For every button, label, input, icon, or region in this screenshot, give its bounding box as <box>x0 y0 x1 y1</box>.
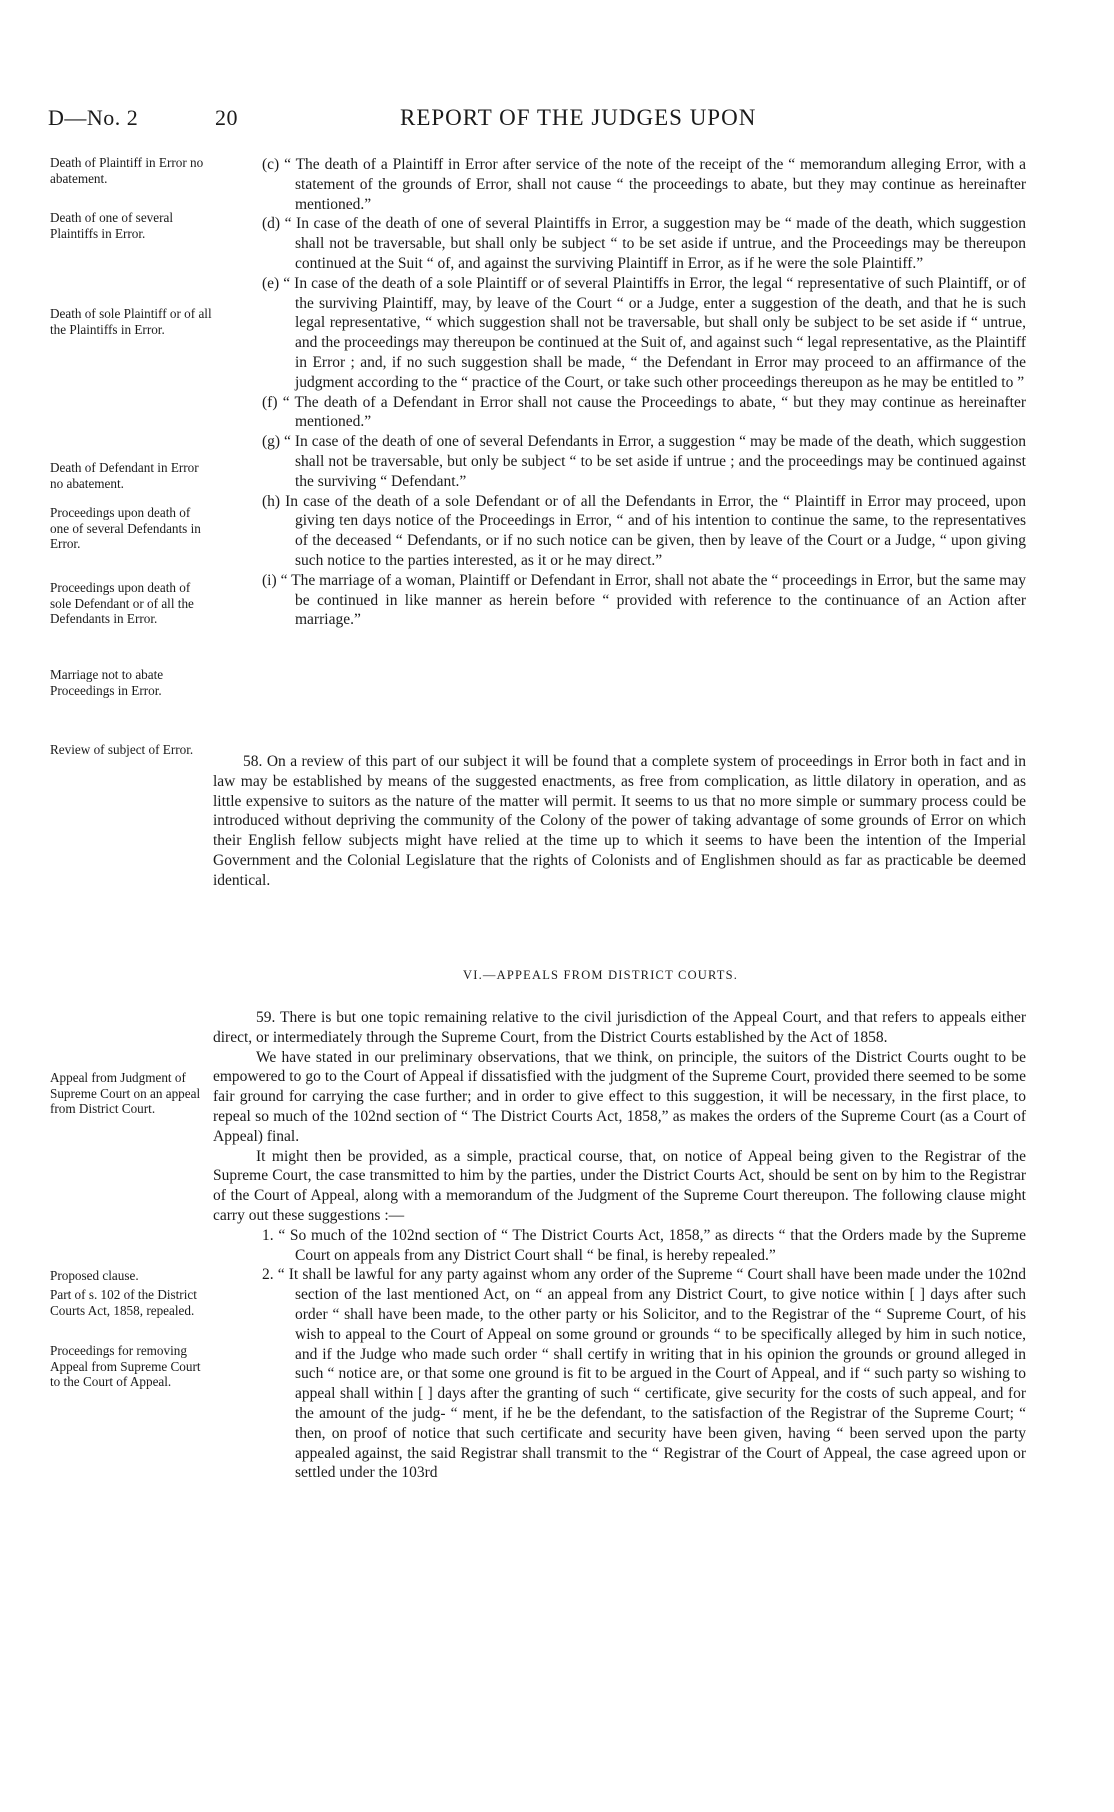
document-reference: D—No. 2 <box>48 105 139 130</box>
main-text-lower <box>213 1008 1026 1483</box>
paragraph-59c: It might then be provided, as a simple, practical course, that, on notice of Appeal being given to the Registrar of the Supreme Court, the case transmitted to him by the parties, under the District Courts Act, should be sent on by him to the Registrar of the Court of Appeal, along with a memorandum of the Judgment of the Supreme Court thereupon. The following clause might carry out these suggestions :— <box>213 1147 1026 1224</box>
paragraph-59: 59. There is but one topic remaining relative to the civil jurisdiction of the Appeal Court, and that refers to appeals either direct, or intermediately through the Supreme Court, from the District Courts established by the Act of 1858. <box>213 1009 1026 1046</box>
main-text-upper <box>213 155 1026 630</box>
paragraph-e: (e) “ In case of the death of a sole Plaintiff or of several Plaintiffs in Error, the legal “ representative of such Plaintiff, or of the surviving Plaintiff, may, by leave of the Court “ or a Judge, enter a suggestion of the death, and that he is such legal representative, “ which suggestion shall not be traversable, but shall only be subject to be set aside if “ untrue, and the proceedings may thereupon be continued at the Suit of, and against such “ legal representative, as the Plaintiff in Error ; and, if no such suggestion shall be made, “ the Defendant in Error may proceed to an affirmance of the judgment according to the “ practice of the Court, or take such other proceedings thereupon as he may be entitled to ” <box>262 274 1026 391</box>
margin-note: Death of one of several Plaintiffs in Error. <box>50 210 174 241</box>
margin-note: Death of sole Plaintiff or of all the Plaintiffs in Error. <box>50 306 212 337</box>
margin-note: Proceedings for removing Appeal from Supreme Court to the Court of Appeal. <box>50 1343 201 1389</box>
margin-note: Proceedings upon death of one of several Defendants in Error. <box>50 505 201 551</box>
margin-note: Marriage not to abate Proceedings in Error. <box>50 667 164 698</box>
margin-note: Appeal from Judgment of Supreme Court on an appeal from District Court. <box>50 1070 201 1116</box>
margin-note: Death of Defendant in Error no abatement. <box>50 460 199 491</box>
paragraph-h: (h) In case of the death of a sole Defendant or of all the Defendants in Error, the “ Plaintiff in Error may proceed, upon giving ten days notice of the Proceedings in Error, “ and of his intention to continue the same, to the representatives of the deceased “ Defendants, or if no such notice can be given, then by leave of the Court or a Judge, “ upon giving such notice to the parties interested, as it or he may direct.” <box>262 492 1026 569</box>
paragraph-g: (g) “ In case of the death of one of several Defendants in Error, a suggestion “ may be made of the death, which suggestion shall not be traversable, but only be subject “ to be set aside if untrue ; and the proceedings may be continued against the surviving “ Defendant.” <box>262 433 1026 490</box>
page-number: 20 <box>215 105 238 130</box>
margin-note: Proposed clause. <box>50 1268 139 1283</box>
margin-note: Proceedings upon death of sole Defendant or of all the Defendants in Error. <box>50 580 194 626</box>
clause-1: 1. “ So much of the 102nd section of “ The District Courts Act, 1858,” as directs “ that the Orders made by the Supreme Court on appeals from any District Court shall “ be final, is hereby repealed.” <box>262 1226 1026 1264</box>
margin-note: Review of subject of Error. <box>50 742 194 757</box>
paragraph-c: (c) “ The death of a Plaintiff in Error after service of the note of the receipt of the “ memorandum alleging Error, with a statement of the grounds of Error, shall not cause “ the proceedings to abate, but they may continue as hereinafter mentioned.” <box>262 156 1026 213</box>
margin-note: Part of s. 102 of the District Courts Act, 1858, repealed. <box>50 1287 197 1318</box>
margin-note: Death of Plaintiff in Error no abatement. <box>50 155 204 186</box>
paragraph-58: 58. On a review of this part of our subject it will be found that a complete system of proceedings in Error both in fact and in law may be established by means of the suggested enactments, as free from complication, as little dilatory in operation, and as little expensive to suitors as the nature of the matter will permit. It seems to us that no more simple or summary process could be introduced without depriving the community of the Colony of the power of taking advantage of some grounds of Error on which their English fellow subjects might have relied at the time up to which it seems to have been the intention of the Imperial Government and the Colonial Legislature that the rights of Colonists and of Englishmen should as far as practicable be deemed identical. <box>213 753 1026 889</box>
paragraph-i: (i) “ The marriage of a woman, Plaintiff or Defendant in Error, shall not abate the “ proceedings in Error, but the same may be continued in like manner as herein before “ provided with reference to the continuance of an Action after marriage.” <box>262 571 1026 629</box>
page-title: REPORT OF THE JUDGES UPON <box>400 105 757 130</box>
paragraph-f: (f) “ The death of a Defendant in Error shall not cause the Proceedings to abate, “ but they may continue as hereinafter mentioned.” <box>262 393 1026 431</box>
paragraph-d: (d) “ In case of the death of one of several Plaintiffs in Error, a suggestion may be “ made of the death, which suggestion shall not be traversable, but shall only be subject “ to be set aside if untrue, and the Proceedings may be thereupon continued at the Suit “ of, and against the surviving Plaintiff in Error, as if he were the sole Plaintiff.” <box>262 215 1026 272</box>
main-text-58 <box>213 752 1026 891</box>
paragraph-59b: We have stated in our preliminary observations, that we think, on principle, the suitors of the District Courts ought to be empowered to go to the Court of Appeal if dissatisfied with the judgment of the Supreme Court, provided there seemed to be some fair ground for carrying the case further; and in order to give effect to this suggestion, it will be necessary, in the first place, to repeal so much of the 102nd section of “ The District Courts Act, 1858,” as makes the orders of the Supreme Court (as a Court of Appeal) final. <box>213 1048 1026 1145</box>
section-heading: VI.—APPEALS FROM DISTRICT COURTS. <box>463 968 739 982</box>
clause-2: 2. “ It shall be lawful for any party against whom any order of the Supreme “ Court shall have been made under the 102nd section of the last mentioned Act, on “ an appeal from any District Court, to give notice within [ ] days after such order “ shall have been made, to the other party or his Solicitor, and to the Registrar of the “ Supreme Court, of his wish to appeal to the Court of Appeal on some ground or grounds “ to be specifically alleged by him in such notice, and if the Judge who made such order “ shall certify in writing that in his opinion the grounds or ground alleged in such “ notice are, or that some one ground is fit to be argued in the Court of Appeal, and if “ such party so wishing to appeal shall within [ ] days after the granting of such “ certificate, give security for the costs of such appeal, and for the amount of the judg- “ ment, if he be the defendant, to the satisfaction of the Registrar of the Supreme Court; “ then, on proof of notice that such certificate and security have been given, having “ been served upon the party appealed against, the said Registrar shall transmit to the “ Registrar of the Court of Appeal, the case agreed upon or settled under the 103rd <box>262 1266 1026 1482</box>
